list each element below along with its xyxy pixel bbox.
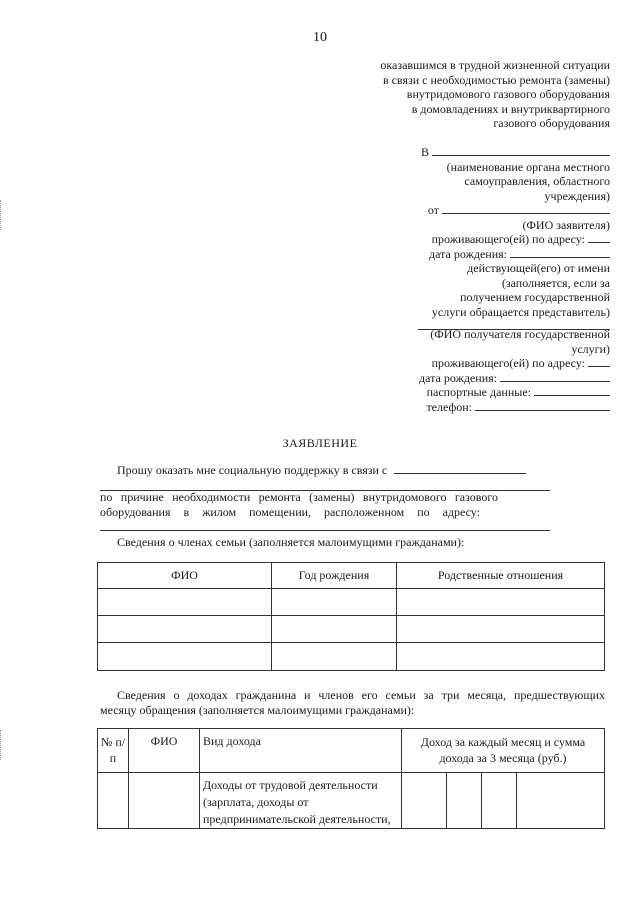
family-heading: Сведения о членах семьи (заполняется малоимущими гражданами): [117,535,465,549]
birth-field[interactable] [510,247,610,258]
header-line: в домовладениях и внутриквартирного [411,101,610,116]
header-line: оказавшимся в трудной жизненной ситуации [380,58,610,72]
residing-label: проживающего(ей) по адресу: [431,232,585,246]
table-header-row [98,729,605,773]
table-cell[interactable] [272,616,397,643]
applicant-hint: (ФИО заявителя) [522,217,610,232]
organ-field[interactable] [432,145,610,156]
header-right [380,58,610,131]
column-header: № п/п [98,729,129,773]
table-cell[interactable] [397,616,605,643]
recipient-hint: услуги) [571,341,610,356]
table-cell[interactable] [98,616,272,643]
column-header: ФИО [98,563,272,589]
header-line: в связи с необходимостью ремонта (замены) [382,72,610,87]
table-cell[interactable] [447,773,482,829]
recipient-hint: (ФИО получателя государственной [430,327,610,341]
table-cell[interactable] [98,589,272,616]
addressee-block [418,145,610,414]
request-line1 [117,463,526,478]
margin-mark [0,200,4,230]
table-row [98,773,605,829]
phone-label: телефон: [426,399,472,414]
organ-hint: (наименование органа местного [446,159,610,174]
column-header: Доход за каждый месяц и сумма дохода за 3 месяца (руб.) [402,729,605,773]
income-heading-line1: Сведения о доходах гражданина и членов его семьи за три месяца, предшествующих [117,688,605,702]
reason-field[interactable] [394,463,526,474]
organ-hint: учреждения) [544,188,610,203]
residing-line [418,356,610,371]
rep-hint: услуги обращается представитель) [431,304,610,319]
page-number: 10 [313,30,327,45]
column-header: Вид дохода [200,729,402,773]
rep-hint: получением государственной [460,290,610,304]
residing-field[interactable] [588,356,610,367]
income-heading-line2: месяцу обращения (заполняется малоимущими гражданами): [100,703,415,717]
income-table [97,728,605,829]
income-type-cell: Доходы от трудовой деятельности (зарплата, доходы от предпринимательской деятельности, [200,773,402,829]
table-cell[interactable] [397,589,605,616]
table-row [98,643,605,671]
margin-mark [0,730,4,760]
applicant-field[interactable] [442,203,610,214]
request-line3: оборудования в жилом помещении, расположенном по адресу: [100,505,480,519]
acting-label: действующей(его) от имени [467,261,610,275]
table-cell[interactable] [129,773,200,829]
header-line: внутридомового газового оборудования [406,87,610,101]
header-line: газового оборудования [493,116,610,130]
column-header: Родственные отношения [397,563,605,589]
request-line2: по причине необходимости ремонта (замены) внутридомового газового [100,490,498,504]
table-header-row [98,563,605,589]
rep-hint: (заполняется, если за [501,275,610,290]
table-cell[interactable] [272,589,397,616]
family-table [97,562,605,671]
passport-line [418,385,610,400]
birth-line [418,371,610,386]
birth-label: дата рождения: [429,246,507,261]
passport-label: паспортные данные: [426,385,531,399]
document-title: ЗАЯВЛЕНИЕ [282,436,358,450]
table-cell[interactable] [482,773,517,829]
column-header: Год рождения [272,563,397,589]
residing-line [418,232,610,247]
request-text: Прошу оказать мне социальную поддержку в связи с [117,463,388,477]
phone-line [418,400,610,415]
table-cell[interactable] [397,643,605,671]
table-row [98,616,605,643]
table-cell[interactable] [517,773,605,829]
birth-line [418,247,610,262]
birth-field[interactable] [500,371,610,382]
organ-hint: самоуправления, областного [464,174,610,188]
table-cell[interactable] [402,773,447,829]
column-header: ФИО [129,729,200,773]
table-cell[interactable] [98,773,129,829]
from-line [418,203,610,218]
table-row [98,589,605,616]
phone-field[interactable] [475,400,610,411]
to-line [418,145,610,160]
from-prefix: от [427,203,439,217]
table-cell[interactable] [272,643,397,671]
passport-field[interactable] [534,385,610,396]
table-cell[interactable] [98,643,272,671]
residing-field[interactable] [588,232,610,243]
address-line[interactable] [100,530,550,531]
residing-label: проживающего(ей) по адресу: [431,356,585,370]
to-prefix: В [420,145,429,159]
birth-label: дата рождения: [419,370,497,385]
